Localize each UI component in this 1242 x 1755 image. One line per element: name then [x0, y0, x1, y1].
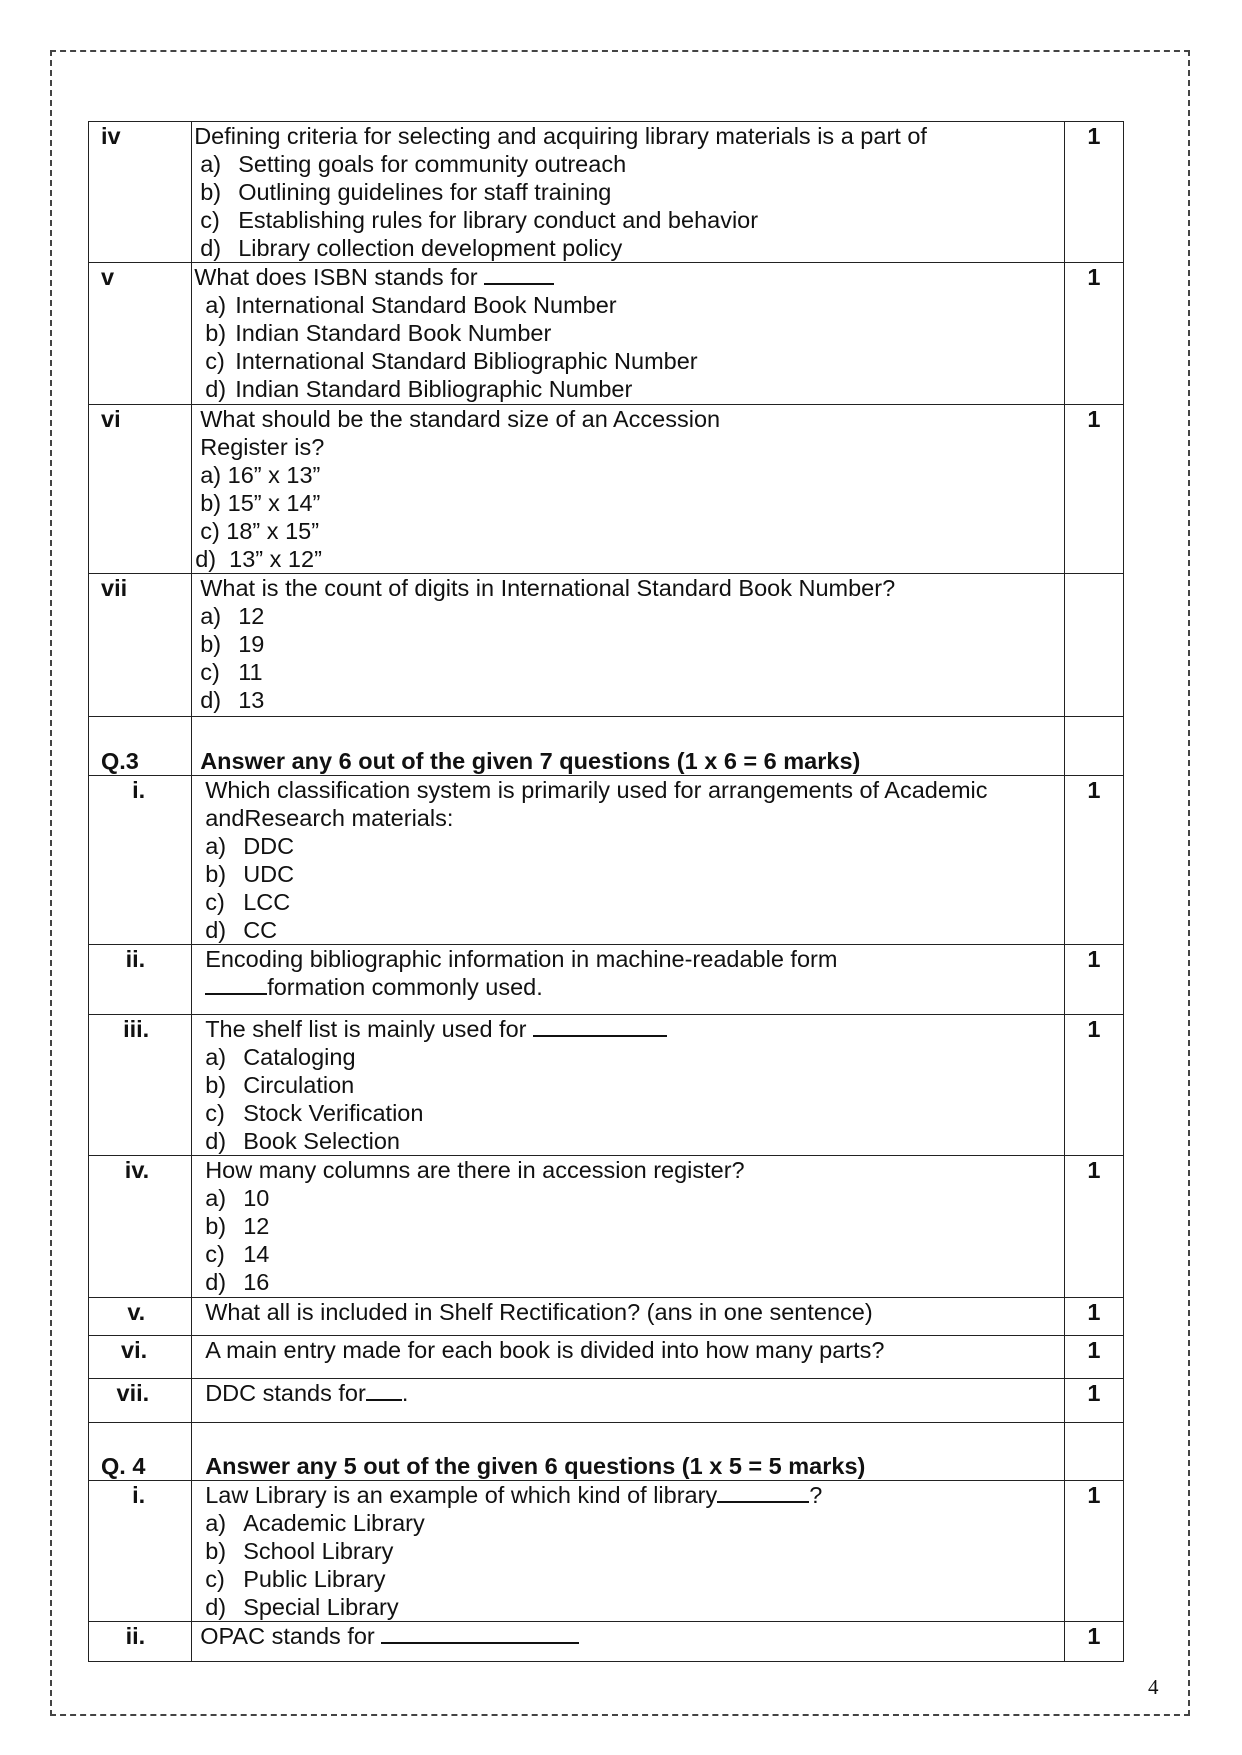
question-text: What should be the standard size of an Accession: [200, 406, 721, 432]
question-number: iv.: [89, 1156, 192, 1298]
question-row: [89, 574, 1124, 717]
marks: 1: [1064, 1379, 1123, 1423]
option: b) 15” x 14”: [200, 490, 321, 516]
option: d) Special Library: [205, 1594, 399, 1620]
question-number: v: [89, 263, 192, 405]
question-text: OPAC stands for: [200, 1623, 375, 1649]
option: c) Stock Verification: [205, 1100, 424, 1126]
option: d) Indian Standard Bibliographic Number: [205, 376, 633, 402]
answer-blank: [717, 1481, 809, 1503]
option: c) 14: [205, 1241, 270, 1267]
question-number: vi: [89, 405, 192, 574]
question-row: [89, 405, 1124, 574]
page-number: 4: [1148, 1675, 1159, 1699]
option: a) 10: [205, 1185, 270, 1211]
question-number: vii.: [89, 1379, 192, 1423]
question-number: ii.: [89, 1622, 192, 1662]
section-heading: Answer any 5 out of the given 6 questions (1 x 5 = 5 marks): [192, 1423, 1065, 1481]
question-number: i.: [89, 1481, 192, 1622]
section-heading-row: [89, 717, 1124, 776]
option: b) UDC: [205, 861, 295, 887]
question-row: [89, 1156, 1124, 1298]
question-text: What all is included in Shelf Rectification? (ans in one sentence): [205, 1299, 873, 1325]
question-number: vi.: [89, 1336, 192, 1379]
question-text: What does ISBN stands for: [194, 264, 478, 290]
option: b) 12: [205, 1213, 270, 1239]
option: b) 19: [200, 631, 265, 657]
question-text: How many columns are there in accession register?: [205, 1157, 745, 1183]
option: a) Setting goals for community outreach: [200, 151, 627, 177]
marks: 1: [1064, 945, 1123, 1015]
answer-blank: [381, 1622, 579, 1644]
option: c) International Standard Bibliographic Number: [205, 348, 698, 374]
marks: 1: [1064, 405, 1123, 574]
marks: 1: [1064, 776, 1123, 945]
option: c) Establishing rules for library conduct and behavior: [200, 207, 759, 233]
option: b) Outlining guidelines for staff training: [200, 179, 612, 205]
marks: 1: [1064, 263, 1123, 405]
question-text: What is the count of digits in International Standard Book Number?: [200, 575, 896, 601]
question-row: vii. DDC stands for . 1: [89, 1379, 1124, 1423]
option: b) Indian Standard Book Number: [205, 320, 552, 346]
question-text-cont: andResearch materials:: [205, 805, 454, 831]
question-number: iii.: [89, 1015, 192, 1156]
section-heading: Answer any 6 out of the given 7 questions (1 x 6 = 6 marks): [192, 717, 1065, 776]
option: d) 13” x 12”: [195, 546, 322, 572]
question-row: [89, 1298, 1124, 1336]
question-row: [89, 945, 1124, 1015]
question-row: [89, 122, 1124, 263]
question-text: Defining criteria for selecting and acquiring library materials is a part of: [194, 123, 927, 149]
question-number: ii.: [89, 945, 192, 1015]
question-row: [89, 1622, 1124, 1662]
marks: 1: [1064, 1156, 1123, 1298]
option: c) 11: [200, 659, 263, 685]
question-text: A main entry made for each book is divided into how many parts?: [205, 1337, 885, 1363]
option: d) Library collection development policy: [200, 235, 623, 261]
option: b) Circulation: [205, 1072, 355, 1098]
marks: 1: [1064, 1336, 1123, 1379]
option: c) LCC: [205, 889, 291, 915]
question-number: vii: [89, 574, 192, 717]
marks: 1: [1064, 1622, 1123, 1662]
option: c) Public Library: [205, 1566, 386, 1592]
section-number: Q.3: [89, 717, 192, 776]
question-row: [89, 1336, 1124, 1379]
question-row: i. Law Library is an example of which kind of library ? a) Academic Library b) School Library c) Public Library d) Special Library 1: [89, 1481, 1124, 1622]
marks: 1: [1064, 122, 1123, 263]
marks: 1: [1064, 1015, 1123, 1156]
question-row: [89, 263, 1124, 405]
question-table: [88, 121, 1124, 1662]
option: d) CC: [205, 917, 278, 943]
question-text: Which classification system is primarily used for arrangements of Academic: [205, 777, 988, 803]
question-text-cont: formation commonly used.: [267, 974, 543, 1000]
option: d) 16: [205, 1269, 270, 1295]
option: a) DDC: [205, 833, 295, 859]
question-text: Encoding bibliographic information in machine-readable form: [205, 946, 838, 972]
option: d) 13: [200, 687, 265, 713]
option: a) Academic Library: [205, 1510, 425, 1536]
answer-blank: [533, 1015, 667, 1037]
question-row: [89, 1015, 1124, 1156]
option: a) International Standard Book Number: [205, 292, 617, 318]
question-number: iv: [89, 122, 192, 263]
option: a) Cataloging: [205, 1044, 356, 1070]
answer-blank: [366, 1379, 402, 1401]
option: b) School Library: [205, 1538, 394, 1564]
question-text: Law Library is an example of which kind of library: [205, 1482, 718, 1508]
question-number: v.: [89, 1298, 192, 1336]
option: d) Book Selection: [205, 1128, 400, 1154]
section-number: Q. 4: [89, 1423, 192, 1481]
marks: 1: [1064, 1481, 1123, 1622]
answer-blank: [205, 973, 267, 995]
question-text: DDC stands for: [205, 1380, 366, 1406]
option: c) 18” x 15”: [200, 518, 320, 544]
question-row: [89, 776, 1124, 945]
question-number: i.: [89, 776, 192, 945]
answer-blank: [484, 263, 554, 285]
section-heading-row: [89, 1423, 1124, 1481]
option: a) 16” x 13”: [200, 462, 321, 488]
question-text: The shelf list is mainly used for: [205, 1016, 527, 1042]
marks: 1: [1064, 1298, 1123, 1336]
option: a) 12: [200, 603, 265, 629]
question-text-cont: Register is?: [200, 434, 325, 460]
